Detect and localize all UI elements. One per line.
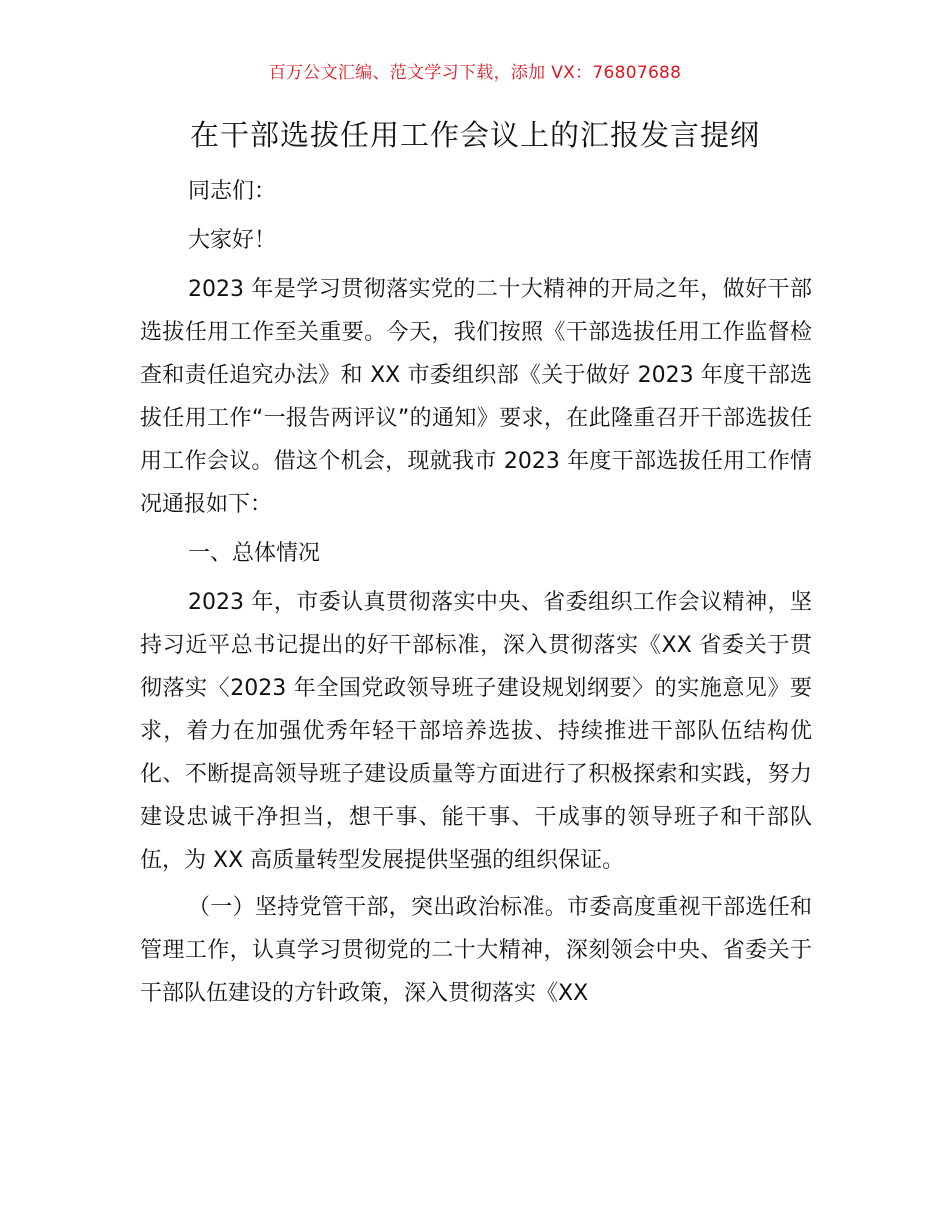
- section-heading: 一、总体情况: [188, 541, 321, 566]
- greeting: 大家好！: [188, 228, 277, 253]
- header-note: 百万公文汇编、范文学习下载，添加 VX：76807688: [268, 63, 682, 83]
- document-body: [140, 170, 812, 1015]
- paragraph-intro: 2023 年是学习贯彻落实党的二十大精神的开局之年，做好干部选拔任用工作至关重要。今天，我们按照《干部选拔任用工作监督检查和责任追究办法》和 XX 市委组织部《关于做好 2023 年度干部选拔任用工作“一报告两评议”的通知》要求，在此隆重召开干部选拔任用工作会议。借这个机会，现就我市 2023 年度干部选拔任用工作情况通报如下：: [140, 277, 812, 517]
- paragraph-overview: 2023 年，市委认真贯彻落实中央、省委组织工作会议精神，坚持习近平总书记提出的好干部标准，深入贯彻落实《XX 省委关于贯彻落实〈2023 年全国党政领导班子建设规划纲要〉的实施意见》要求，着力在加强优秀年轻干部培养选拔、持续推进干部队伍结构优化、不断提高领导班子建设质量等方面进行了积极探索和实践，努力建设忠诚干净担当，想干事、能干事、干成事的领导班子和干部队伍，为 XX 高质量转型发展提供坚强的组织保证。: [140, 590, 812, 873]
- salutation: 同志们：: [188, 179, 277, 204]
- document-title: 在干部选拔任用工作会议上的汇报发言提纲: [189, 118, 760, 152]
- paragraph-subsection: （一）坚持党管干部，突出政治标准。市委高度重视干部选任和管理工作，认真学习贯彻党的二十大精神，深刻领会中央、省委关于干部队伍建设的方针政策，深入贯彻落实《XX: [140, 895, 812, 1006]
